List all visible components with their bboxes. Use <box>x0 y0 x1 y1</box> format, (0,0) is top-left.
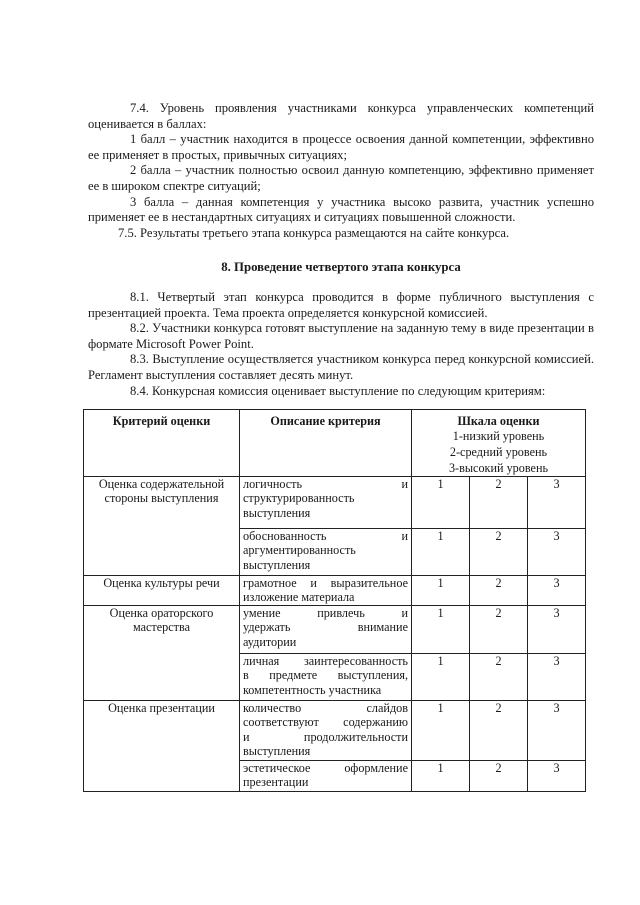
score-cell: 3 <box>528 606 586 654</box>
paragraph-7-4: 7.4. Уровень проявления участниками конкурса управленческих компетенций оценивается в баллах: <box>88 101 594 131</box>
table-row <box>84 701 586 761</box>
score-cell: 2 <box>470 606 528 654</box>
criterion-description <box>240 701 412 761</box>
section-heading: 8. Проведение четвертого этапа конкурса <box>221 260 461 274</box>
description-line: количество слайдов <box>243 701 408 716</box>
criterion-description <box>240 606 412 654</box>
score-cell: 1 <box>412 529 470 576</box>
description-line: и продолжительности <box>243 729 408 744</box>
score-cell: 2 <box>470 576 528 606</box>
criteria-table <box>83 409 586 792</box>
criterion-name: Оценка содержательной стороны выступления <box>84 477 240 576</box>
score-cell: 1 <box>412 606 470 654</box>
score-cell: 1 <box>412 576 470 606</box>
criterion-name: Оценка ораторского мастерства <box>84 606 240 701</box>
criterion-name: Оценка культуры речи <box>84 576 240 606</box>
description-line: изложение материала <box>243 590 355 605</box>
score-cell: 3 <box>528 654 586 701</box>
criterion-description <box>240 529 412 576</box>
score-cell: 1 <box>412 654 470 701</box>
paragraph-8-2: 8.2. Участники конкурса готовят выступление на заданную тему в виде презентации в формате Microsoft Power Point. <box>88 321 594 351</box>
paragraph-8-4: 8.4. Конкурсная комиссия оценивает выступление по следующим критериям: <box>130 383 546 398</box>
score-cell: 2 <box>470 761 528 792</box>
paragraph-score-1: 1 балл – участник находится в процессе освоения данной компетенции, эффективно ее применяет в простых, привычных ситуациях; <box>88 132 594 162</box>
description-line: логичность и <box>243 477 408 492</box>
table-row <box>84 576 586 606</box>
description-line: выступления <box>243 557 311 572</box>
section-8-heading-wrap <box>88 260 594 276</box>
score-cell: 2 <box>470 701 528 761</box>
description-line: структурированность <box>243 491 355 506</box>
scale-level-1: 1-низкий уровень <box>452 429 545 444</box>
description-line: аудитории <box>243 634 297 649</box>
description-line: презентации <box>243 775 309 790</box>
description-line: аргументированность <box>243 543 356 558</box>
description-line: грамотное и выразительное <box>243 576 408 591</box>
description-line: обоснованность и <box>243 529 408 544</box>
description-line: компетентность участника <box>243 682 382 697</box>
header-description: Описание критерия <box>240 410 412 477</box>
table-body <box>84 477 586 792</box>
description-line: соответствуют содержанию <box>243 715 408 730</box>
paragraph-score-2: 2 балла – участник полностью освоил данную компетенцию, эффективно применяет ее в широком спектре ситуаций; <box>88 163 594 193</box>
paragraph-8-1: 8.1. Четвертый этап конкурса проводится в форме публичного выступления с презентацией проекта. Тема проекта определяется конкурсной комиссией. <box>88 290 594 320</box>
description-line: умение привлечь и <box>243 606 408 621</box>
criterion-description <box>240 761 412 792</box>
score-cell: 2 <box>470 529 528 576</box>
description-line: выступления <box>243 505 311 520</box>
table-row <box>84 606 586 654</box>
score-cell: 3 <box>528 576 586 606</box>
header-criterion: Критерий оценки <box>84 410 240 477</box>
scale-level-2: 2-средний уровень <box>449 445 548 460</box>
scale-level-3: 3-высокий уровень <box>448 461 549 476</box>
score-cell: 3 <box>528 701 586 761</box>
score-cell: 3 <box>528 761 586 792</box>
criterion-description <box>240 477 412 529</box>
section-8-paragraphs <box>88 290 594 399</box>
criterion-description <box>240 576 412 606</box>
score-cell: 1 <box>412 701 470 761</box>
header-scale <box>412 410 586 477</box>
header-scale-title: Шкала оценки <box>457 414 540 428</box>
description-line: удержать внимание <box>243 620 408 635</box>
criterion-description <box>240 654 412 701</box>
description-line: выступления <box>243 743 311 758</box>
table-row <box>84 477 586 529</box>
paragraph-score-3: 3 балла – данная компетенция у участника высоко развита, участник успешно применяет ее в нестандартных ситуациях и ситуациях повышенной сложности. <box>88 194 594 225</box>
description-line: личная заинтересованность <box>243 654 408 669</box>
score-cell: 2 <box>470 654 528 701</box>
paragraph-7-5: 7.5. Результаты третьего этапа конкурса размещаются на сайте конкурса. <box>118 225 510 240</box>
section-7-paragraphs <box>88 101 594 241</box>
score-cell: 2 <box>470 477 528 529</box>
paragraph-8-3: 8.3. Выступление осуществляется участником конкурса перед конкурсной комиссией. Регламент выступления составляет десять минут. <box>88 352 594 382</box>
table-header-row <box>84 410 586 477</box>
description-line: эстетическое оформление <box>243 761 408 776</box>
score-cell: 3 <box>528 477 586 529</box>
score-cell: 3 <box>528 529 586 576</box>
description-line: в предмете выступления, <box>243 668 408 683</box>
criterion-name: Оценка презентации <box>84 701 240 792</box>
score-cell: 1 <box>412 761 470 792</box>
score-cell: 1 <box>412 477 470 529</box>
